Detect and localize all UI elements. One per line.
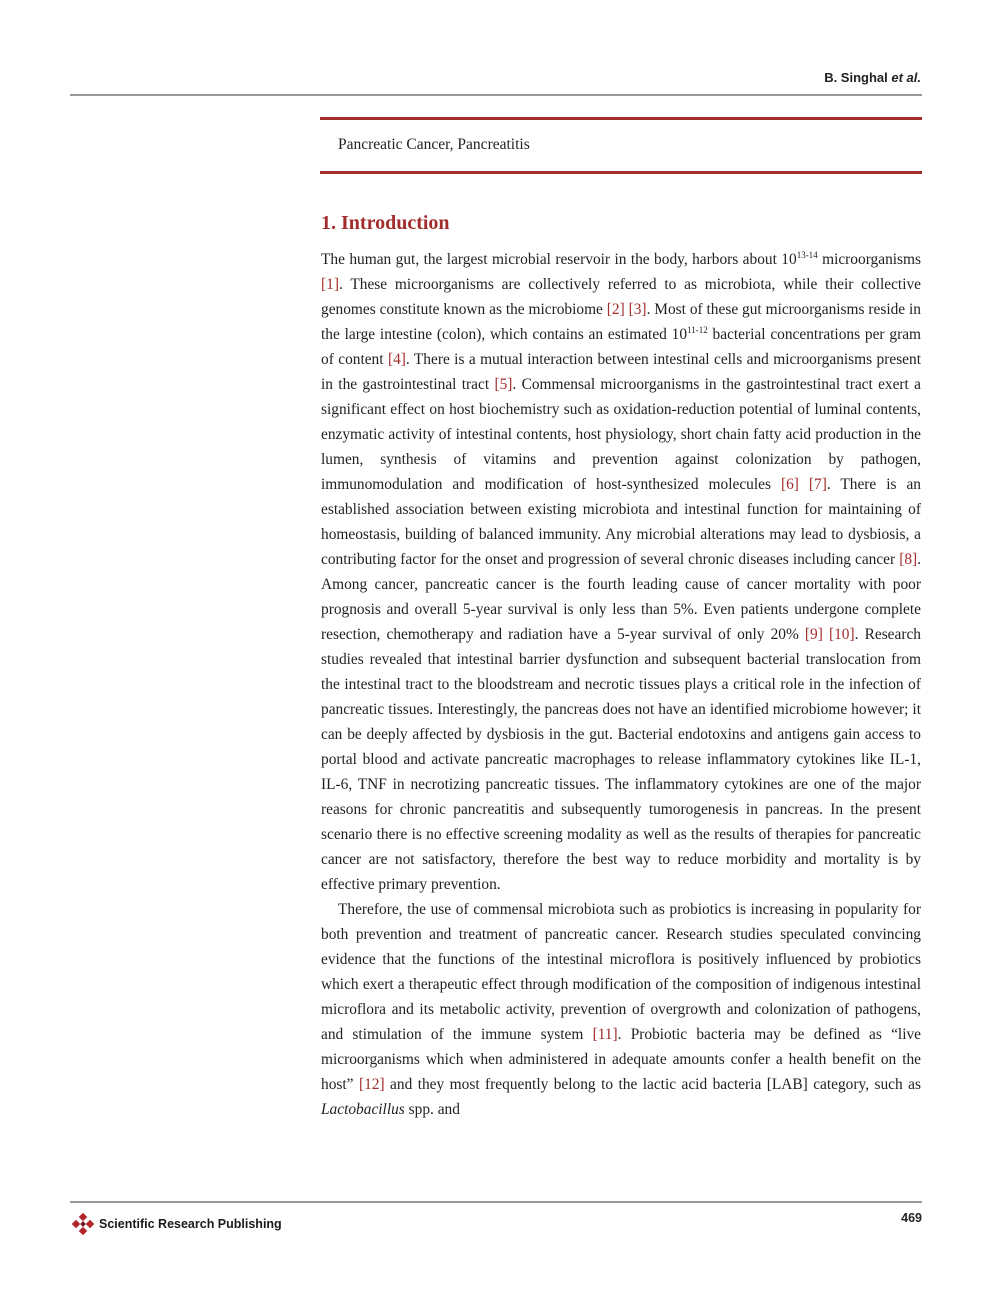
keywords-bottom-rule [320, 171, 922, 174]
citation-link[interactable]: [7] [808, 476, 827, 493]
citation-link[interactable]: [4] [387, 351, 406, 368]
citation-link[interactable]: [9] [804, 626, 823, 643]
publisher-name: Scientific Research Publishing [99, 1217, 282, 1231]
running-header-author [824, 70, 921, 85]
citation-link[interactable]: [2] [606, 301, 625, 318]
paragraph-introduction-2: Therefore, the use of commensal microbiota such as probiotics is increasing in popularity for both prevention and treatment of pancreatic cancer. Research studies speculated convincing evidence that the functions of the intestinal microflora is positively influenced by probiotics which exert a therapeutic effect through modification of the composition of indigenous intestinal microflora and its metabolic activity, prevention of overgrowth and colonization of pathogens, and stimulation of the immune system [11]. Probiotic bacteria may be defined as “live microorganisms which when administered in adequate amounts confer a health benefit on the host” [12] and they most frequently belong to the lactic acid bacteria [LAB] category, such as Lactobacillus spp. and [321, 901, 921, 1118]
citation-link[interactable]: [8] [899, 551, 918, 568]
italic-term: Lactobacillus [321, 1101, 405, 1118]
footer-rule [70, 1201, 922, 1203]
publisher-logo[interactable] [72, 1213, 282, 1235]
citation-link[interactable]: [10] [828, 626, 855, 643]
section-heading: 1. Introduction [321, 212, 450, 234]
keywords-text: Pancreatic Cancer, Pancreatitis [338, 136, 530, 153]
superscript: 11-12 [687, 325, 708, 335]
citation-link[interactable]: [3] [628, 301, 647, 318]
keywords-top-rule [320, 117, 922, 120]
citation-link[interactable]: [12] [358, 1076, 385, 1093]
author-name: B. Singhal [824, 70, 888, 85]
header-rule [70, 94, 922, 96]
scirp-logo-icon [72, 1213, 94, 1235]
page-number: 469 [901, 1211, 922, 1225]
article-body [321, 247, 921, 1122]
superscript: 13-14 [796, 250, 818, 260]
citation-link[interactable]: [6] [780, 476, 799, 493]
paragraph-introduction-1: The human gut, the largest microbial reservoir in the body, harbors about 10$^{13-14}$ microorganisms [1]. These microorganisms are collectively referred to as microbiota, while their collective genomes constitute known as the microbiome [2] [3]. Most of these gut microorganisms reside in the large intestine (colon), which contains an estimated 10$^{11-12}$ bacterial concentrations per gram of content [4]. There is a mutual interaction between intestinal cells and microorganisms present in the gastrointestinal tract [5]. Commensal microorganisms in the gastrointestinal tract exert a significant effect on host biochemistry such as oxidation-reduction potential of luminal contents, enzymatic activity of intestinal contents, host physiology, short chain fatty acid production in the lumen, synthesis of vitamins and prevention against colonization by pathogen, immunomodulation and modification of host-synthesized molecules [6] [7]. There is an established association between existing microbiota and intestinal function for maintaining of homeostasis, building of balanced immunity. Any microbial alterations may lead to dysbiosis, a contributing factor for the onset and progression of several chronic diseases including cancer [8]. Among cancer, pancreatic cancer is the fourth leading cause of cancer mortality with poor prognosis and overall 5-year survival is only less than 5%. Even patients undergone complete resection, chemotherapy and radiation have a 5-year survival of only 20% [9] [10]. Research studies revealed that intestinal barrier dysfunction and subsequent bacterial translocation from the intestinal tract to the bloodstream and necrotic tissues plays a critical role in the infection of pancreatic tissues. Interestingly, the pancreas does not have an identified microbiome however; it can be deeply affected by dysbiosis in the gut. Bacterial endotoxins and antigens gain access to portal blood and activate pancreatic macrophages to release inflammatory cytokines like IL-1, IL-6, TNF in necrotizing pancreatic tissues. The inflammatory cytokines are one of the major reasons for chronic pancreatitis and subsequently tumorogenesis in pancreas. In the present scenario there is no effective screening modality as well as the results of therapies for pancreatic cancer are not satisfactory, therefore the best way to reduce morbidity and mortality is by effective primary prevention. [321, 250, 922, 893]
citation-link[interactable]: [1] [321, 276, 339, 293]
citation-link[interactable]: [5] [494, 376, 513, 393]
citation-link[interactable]: [11] [592, 1026, 618, 1043]
author-et-al: et al. [891, 70, 921, 85]
